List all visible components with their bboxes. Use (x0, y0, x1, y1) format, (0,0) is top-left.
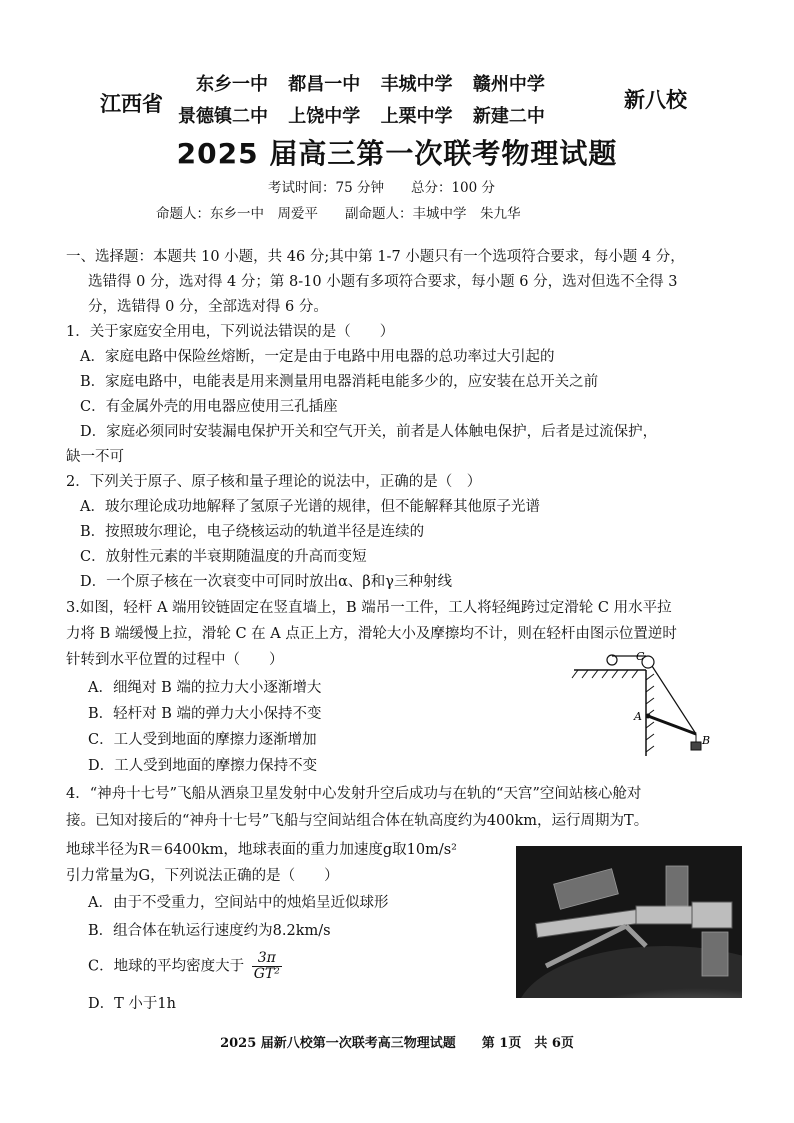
section-instruction: 选错得 0 分，选对得 4 分；第 8-10 小题有多项符合要求，每小题 6 分，选对但选不全得 3 (88, 274, 678, 290)
question-2-option-c: C．放射性元素的半衰期随温度的升高而变短 (80, 549, 367, 565)
question-3-option-c: C．工人受到地面的摩擦力逐渐增加 (88, 732, 317, 748)
school-name: 赣州中学 (472, 74, 545, 95)
page-footer: 2025 届新八校第一次联考高三物理试题 第 1页 共 6页 (220, 1036, 574, 1051)
question-4-stem: 4．“神舟十七号”飞船从酒泉卫星发射中心发射升空后成功与在轨的“天宫”空间站核心舱对 (66, 786, 642, 802)
question-1-option-c: C．有金属外壳的用电器应使用三孔插座 (80, 399, 338, 415)
density-fraction (252, 951, 282, 982)
pulley-diagram (568, 648, 728, 760)
question-1-option-d: D．家庭必须同时安装漏电保护开关和空气开关，前者是人体触电保护，后者是过流保护， (80, 424, 658, 440)
school-name: 东乡一中 (196, 74, 268, 95)
option-c-text: C．地球的平均密度大于 (88, 958, 245, 975)
question-4-stem: 地球半径为R＝6400km，地球表面的重力加速度g取10m/s² (66, 842, 457, 858)
question-1-option-d-cont: 缺一不可 (66, 449, 124, 465)
school-name: 新建二中 (472, 106, 545, 127)
question-4-option-c (88, 951, 282, 982)
space-station-photo (516, 846, 742, 998)
question-1-option-b: B．家庭电路中，电能表是用来测量用电器消耗电能多少的，应安装在总开关之前 (80, 374, 599, 390)
question-2-stem: 2．下列关于原子、原子核和量子理论的说法中，正确的是（ ） (66, 474, 482, 490)
question-3-stem: 力将 B 端缓慢上拉，滑轮 C 在 A 点正上方，滑轮大小及摩擦均不计，则在轻杆由图示位置逆时 (66, 626, 677, 642)
question-1-option-a: A．家庭电路中保险丝熔断，一定是由于电路中用电器的总功率过大引起的 (80, 349, 555, 365)
question-3-stem: 3.如图，轻杆 A 端用铰链固定在竖直墙上，B 端吊一工件，工人将轻绳跨过定滑轮 C 用水平拉 (66, 600, 672, 616)
section-instruction: 分，选错得 0 分，全部选对得 6 分。 (88, 299, 328, 315)
question-4-option-a: A．由于不受重力，空间站中的烛焰呈近似球形 (88, 895, 389, 911)
question-4-stem: 接。已知对接后的“神舟十七号”飞船与空间站组合体在轨高度约为400km，运行周期为T。 (66, 813, 649, 829)
question-3-option-a: A．细绳对 B 端的拉力大小逐渐增大 (88, 680, 322, 696)
fraction-numerator: 3π (252, 951, 282, 967)
group-label: 新八校 (624, 88, 687, 112)
section-instruction: 一、选择题：本题共 10 小题，共 46 分;其中第 1-7 小题只有一个选项符合要求，每小题 4 分， (66, 249, 685, 265)
question-4-option-d: D．T 小于1h (88, 996, 176, 1012)
province-label: 江西省 (100, 92, 163, 116)
authors: 命题人：东乡一中 周爱平 副命题人：丰城中学 朱九华 (156, 206, 521, 222)
label-a: A (634, 710, 642, 723)
question-2-option-b: B．按照玻尔理论，电子绕核运动的轨道半径是连续的 (80, 524, 425, 540)
question-3-stem: 针转到水平位置的过程中（ ） (66, 652, 284, 668)
question-3-option-b: B．轻杆对 B 端的弹力大小保持不变 (88, 706, 322, 722)
question-2-option-a: A．玻尔理论成功地解释了氢原子光谱的规律，但不能解释其他原子光谱 (80, 499, 540, 515)
school-name: 景德镇二中 (178, 106, 268, 127)
school-row-1 (196, 70, 559, 96)
exam-info: 考试时间：75 分钟 总分：100 分 (268, 180, 496, 196)
school-name: 丰城中学 (380, 74, 453, 95)
question-3-option-d: D．工人受到地面的摩擦力保持不变 (88, 758, 318, 774)
question-4-stem: 引力常量为G，下列说法正确的是（ ） (66, 868, 339, 884)
school-name: 都昌一中 (288, 74, 361, 95)
question-4-option-b: B．组合体在轨运行速度约为8.2km/s (88, 923, 331, 939)
school-name: 上栗中学 (380, 106, 453, 127)
question-2-option-d: D．一个原子核在一次衰变中可同时放出α、β和γ三种射线 (80, 574, 452, 590)
fraction-denominator: GT² (253, 966, 280, 982)
school-row-2 (178, 102, 559, 128)
school-name: 上饶中学 (288, 106, 361, 127)
question-1-stem: 1．关于家庭安全用电，下列说法错误的是（ ） (66, 324, 395, 340)
label-c: C (636, 650, 645, 663)
label-b: B (702, 734, 711, 747)
page-title: 2025 届高三第一次联考物理试题 (176, 137, 618, 170)
